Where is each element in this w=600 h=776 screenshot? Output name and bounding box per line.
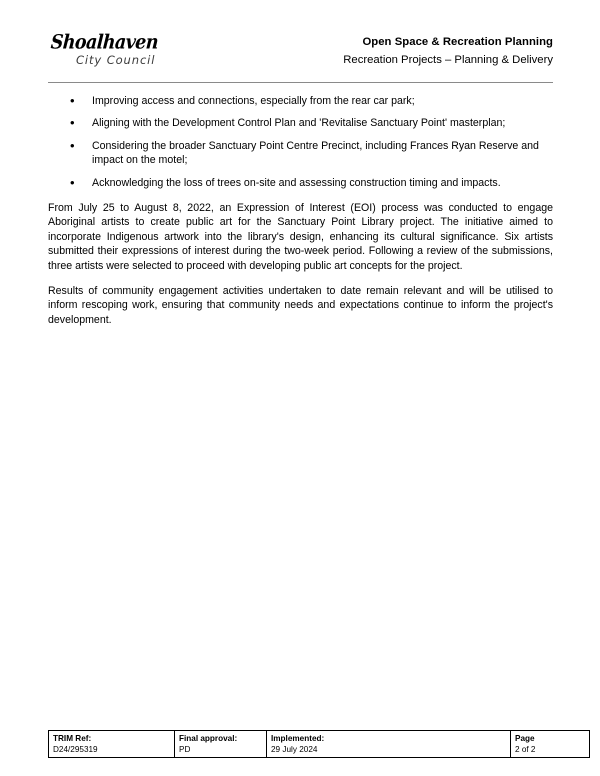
list-item-text: Aligning with the Development Control Plan and 'Revitalise Sanctuary Point' masterplan; [92, 117, 506, 130]
page-header [48, 31, 553, 80]
bullet-list [48, 94, 553, 190]
bullet-point-icon: • [70, 93, 75, 108]
footer-value-trim-ref: D24/295319 [49, 744, 175, 758]
footer-metadata-table [48, 730, 590, 758]
table-row-values [49, 744, 590, 758]
list-item [48, 139, 553, 168]
header-divider [48, 82, 553, 83]
list-item [48, 176, 553, 190]
bullet-point-icon: • [70, 174, 75, 190]
shoalhaven-city-council-logo [48, 31, 168, 78]
list-item-text: Improving access and connections, especially from the rear car park; [92, 95, 415, 107]
list-item [48, 94, 553, 108]
footer-value-page: 2 of 2 [511, 744, 590, 758]
body-paragraph-engagement-results: Results of community engagement activities undertaken to date remain relevant and will be utilised to inform rescoping work, ensuring that community needs and expectations continue to inform the project's development. [48, 285, 553, 326]
bullet-point-icon: • [70, 137, 75, 153]
footer-value-implemented: 29 July 2024 [267, 744, 511, 758]
logo-wordmark-shoalhaven: Shoalhaven [49, 31, 159, 55]
list-item-text: Considering the broader Sanctuary Point Centre Precinct, including Frances Ryan Reserve and impact on the motel; [92, 139, 539, 167]
logo-wordmark-city-council: City Council [76, 52, 156, 67]
footer-value-final-approval: PD [175, 744, 267, 758]
document-body [48, 94, 553, 327]
page-title: Open Space & Recreation Planning [362, 36, 553, 48]
footer-header-final-approval: Final approval: [175, 731, 267, 745]
page-subtitle: Recreation Projects – Planning & Delivery [343, 54, 553, 66]
body-paragraph-eoi-process: From July 25 to August 8, 2022, an Expression of Interest (EOI) process was conducted to engage Aboriginal artists to create public art for the Sanctuary Point Library project. The initiative aimed to incorporate Indigenous artwork into the library's design, enhancing its cultural significance. Six artists submitted their expressions of interest during the two-week period. Following a review of the submissions, three artists were selected to proceed with developing public art concepts for the project. [48, 202, 553, 272]
list-item-text: Acknowledging the loss of trees on-site and assessing construction timing and impacts. [92, 176, 501, 189]
footer-header-implemented: Implemented: [267, 731, 511, 745]
header-title-block [343, 34, 553, 68]
table-row-headers [49, 731, 590, 745]
bullet-point-icon: • [70, 115, 75, 131]
footer-header-trim-ref: TRIM Ref: [49, 731, 175, 745]
list-item [48, 116, 553, 130]
footer-header-page: Page [511, 731, 590, 745]
